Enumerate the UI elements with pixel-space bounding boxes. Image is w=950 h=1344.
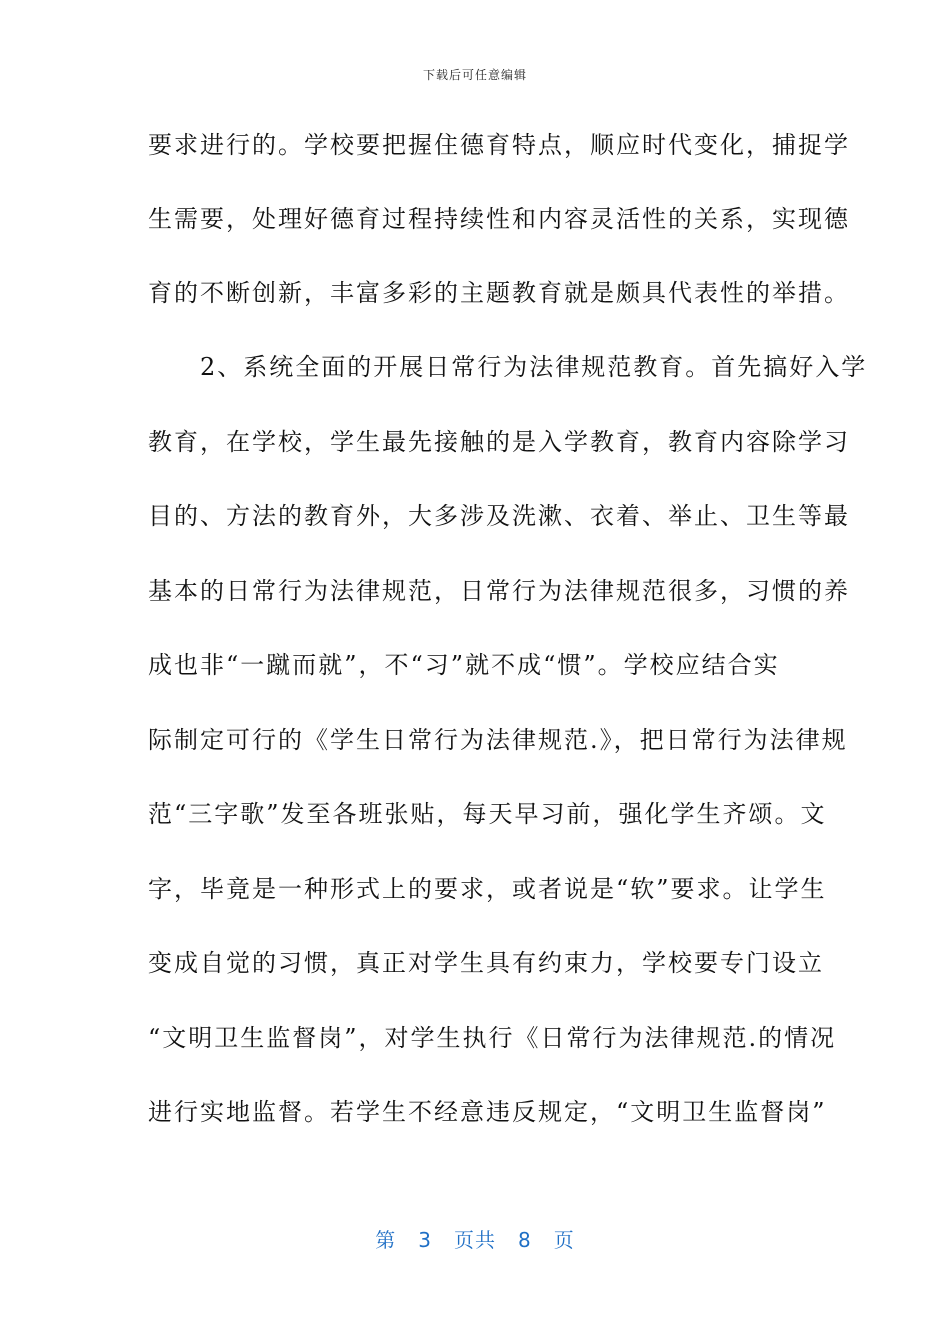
page-footer	[0, 1224, 950, 1253]
current-page-number: 3	[418, 1228, 432, 1252]
page-header-note: 下载后可任意编辑	[422, 68, 527, 82]
page-label-middle: 页共	[454, 1228, 496, 1252]
body-line: 范“三字歌”发至各班张贴，每天早习前，强化学生齐颂。文	[148, 800, 827, 828]
body-line: 生需要，处理好德育过程持续性和内容灵活性的关系，实现德	[148, 205, 850, 233]
body-line: 目的、方法的教育外，大多涉及洗漱、衣着、举止、卫生等最	[148, 502, 850, 530]
body-line: 成也非“一蹴而就”，不“习”就不成“惯”。学校应结合实	[148, 651, 780, 679]
page-label-prefix: 第	[375, 1228, 397, 1252]
body-line: 进行实地监督。若学生不经意违反规定，“文明卫生监督岗”	[148, 1098, 827, 1126]
body-line: 变成自觉的习惯，真正对学生具有约束力，学校要专门设立	[148, 949, 824, 977]
body-line: 教育，在学校，学生最先接触的是入学教育，教育内容除学习	[148, 428, 850, 456]
body-line: 育的不断创新，丰富多彩的主题教育就是颇具代表性的举措。	[148, 279, 850, 307]
body-line: “文明卫生监督岗”，对学生执行《日常行为法律规范.的情况	[148, 1024, 837, 1052]
body-line: 要求进行的。学校要把握住德育特点，顺应时代变化，捕捉学	[148, 131, 850, 159]
body-line: 际制定可行的《学生日常行为法律规范.》，把日常行为法律规	[148, 726, 848, 754]
page-label-suffix: 页	[553, 1228, 575, 1252]
body-line: 字，毕竟是一种形式上的要求，或者说是“软”要求。让学生	[148, 875, 827, 903]
total-pages-number: 8	[518, 1228, 532, 1252]
body-line: 基本的日常行为法律规范，日常行为法律规范很多，习惯的养	[148, 577, 850, 605]
body-line: 2、系统全面的开展日常行为法律规范教育。首先搞好入学	[148, 353, 868, 381]
